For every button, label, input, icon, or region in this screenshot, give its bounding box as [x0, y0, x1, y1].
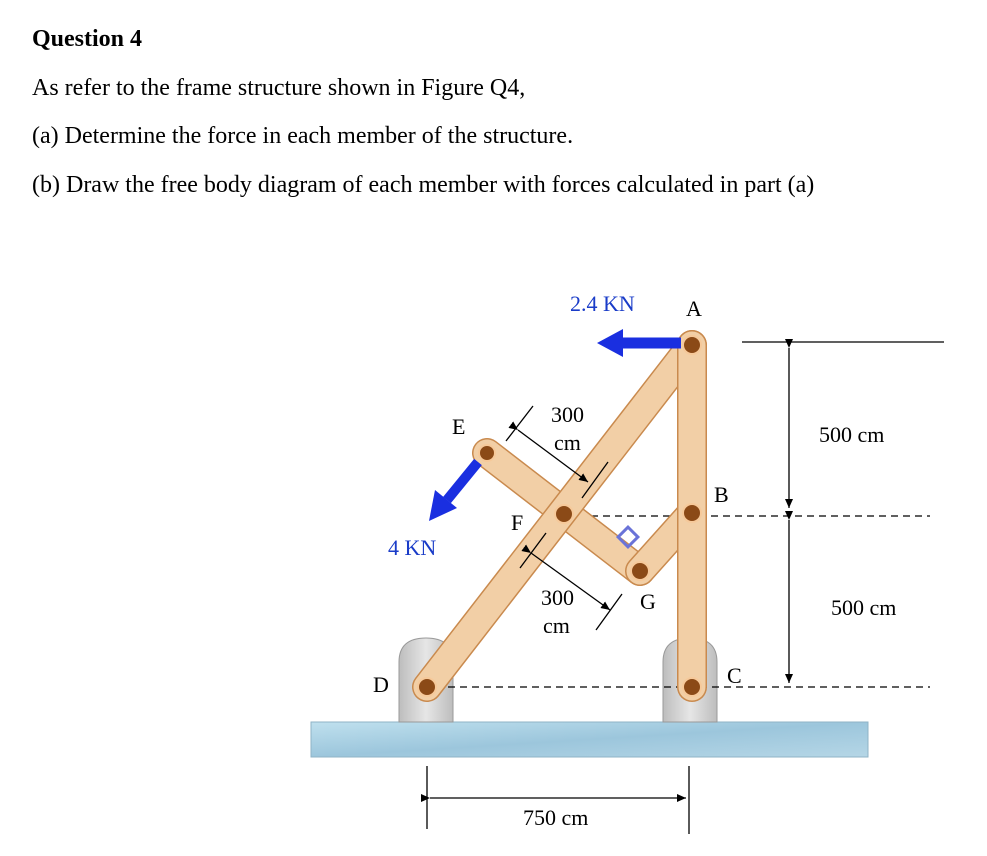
question-title: Question 4	[32, 26, 143, 52]
label-c: C	[727, 663, 742, 688]
label-e: E	[452, 414, 466, 439]
load-label-top: 2.4 KN	[570, 291, 635, 316]
label-f: F	[511, 510, 524, 535]
load-arrow-left	[429, 462, 478, 521]
question-part-b: (b) Draw the free body diagram of each member with forces calculated in part (a)	[32, 172, 815, 198]
label-d: D	[373, 672, 389, 697]
question-intro: As refer to the frame structure shown in Figure Q4,	[32, 75, 526, 101]
pin-b	[683, 504, 701, 522]
dim-ef-unit: cm	[554, 430, 581, 455]
ground	[311, 722, 868, 757]
label-b: B	[714, 482, 729, 507]
label-a: A	[686, 296, 702, 321]
pin-f	[555, 505, 573, 523]
dim-fg-value: 300	[541, 585, 574, 610]
pin-c	[683, 678, 701, 696]
dim-base-value: 750 cm	[523, 805, 589, 830]
pin-a	[683, 336, 701, 354]
question-part-a: (a) Determine the force in each member of the structure.	[32, 123, 574, 149]
load-label-left: 4 KN	[388, 535, 437, 560]
dim-fg-unit: cm	[543, 613, 570, 638]
pin-d	[418, 678, 436, 696]
label-g: G	[640, 589, 656, 614]
dim-height-upper-value: 500 cm	[819, 422, 885, 447]
pin-e	[479, 445, 495, 461]
pin-g	[631, 562, 649, 580]
dim-height-lower-value: 500 cm	[831, 595, 897, 620]
dim-ef-value: 300	[551, 402, 584, 427]
